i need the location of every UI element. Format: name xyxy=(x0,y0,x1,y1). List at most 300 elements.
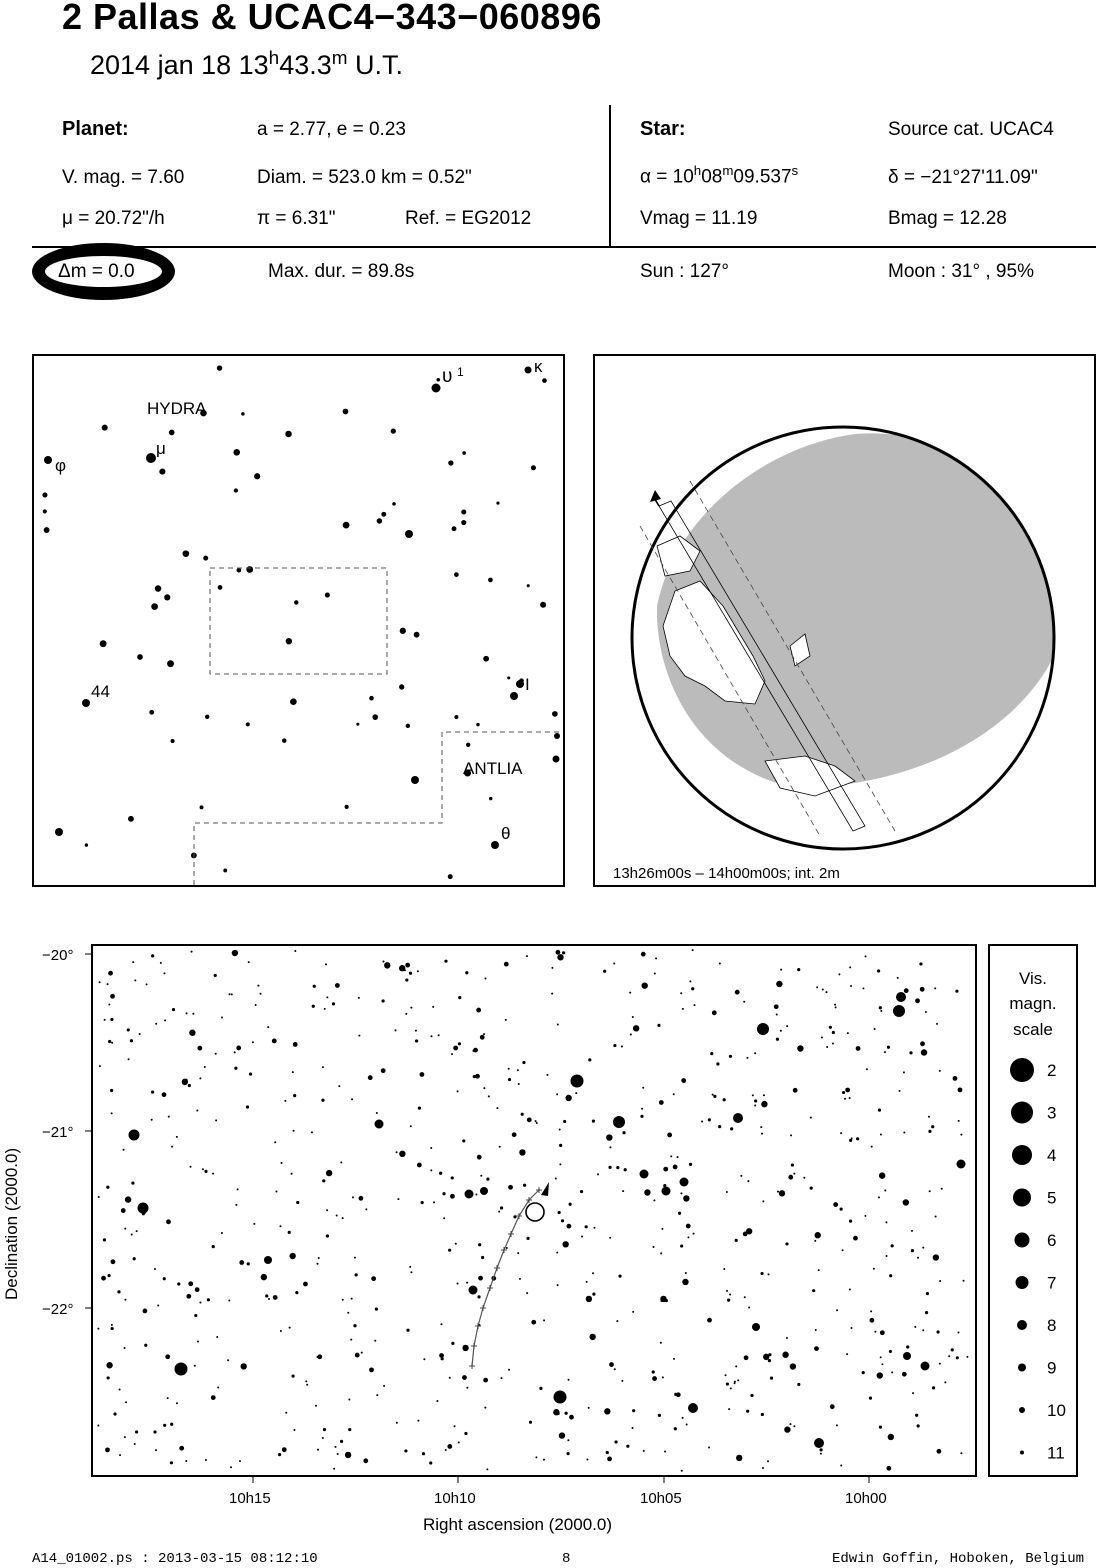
chart-star xyxy=(814,1240,816,1242)
finder-star xyxy=(151,603,158,610)
chart-star xyxy=(500,1206,503,1209)
chart-star xyxy=(707,1318,712,1323)
chart-star xyxy=(555,1177,557,1179)
chart-star xyxy=(880,1134,882,1136)
chart-star xyxy=(616,1320,618,1322)
chart-star xyxy=(922,1329,924,1331)
chart-star xyxy=(939,1070,941,1072)
chart-star xyxy=(508,1369,510,1371)
legend-mag-label: 3 xyxy=(1047,1103,1057,1123)
finder-star xyxy=(552,711,558,717)
chart-star xyxy=(633,1025,639,1031)
ra-m-unit: m xyxy=(722,163,734,178)
ra-s-unit: s xyxy=(791,163,799,178)
ra-label-2: 10h10 xyxy=(434,1490,476,1507)
chart-star xyxy=(217,1386,219,1388)
chart-star xyxy=(770,1377,773,1380)
chart-star xyxy=(551,967,553,969)
chart-star xyxy=(374,1340,376,1342)
chart-star xyxy=(504,962,509,967)
chart-star xyxy=(508,1185,513,1190)
ra-label-1: 10h15 xyxy=(229,1490,271,1507)
chart-star xyxy=(840,1132,842,1134)
date-text: 2014 jan 18 13 xyxy=(90,50,269,80)
finder-star xyxy=(392,502,396,506)
chart-star xyxy=(660,1342,662,1344)
chart-star xyxy=(851,1137,853,1139)
chart-star xyxy=(168,1116,170,1118)
finder-star xyxy=(406,724,410,728)
chart-star xyxy=(204,1066,206,1068)
chart-star xyxy=(603,970,606,973)
chart-star xyxy=(405,963,410,968)
chart-star xyxy=(323,1428,326,1431)
chart-star xyxy=(462,1139,465,1142)
chart-star xyxy=(680,1244,683,1247)
chart-star xyxy=(757,1023,769,1035)
chart-star xyxy=(557,1412,560,1415)
chart-star xyxy=(663,1184,666,1187)
chart-star xyxy=(284,1100,286,1102)
chart-star xyxy=(422,1452,425,1455)
chart-star xyxy=(423,1358,425,1360)
sun-elongation: Sun : 127° xyxy=(640,261,729,282)
chart-star xyxy=(788,1175,793,1180)
finder-star xyxy=(414,632,420,638)
chart-star xyxy=(921,1362,930,1371)
chart-star xyxy=(939,1363,941,1365)
chart-star xyxy=(624,1168,627,1171)
chart-star xyxy=(529,1421,532,1424)
chart-star xyxy=(396,1422,398,1424)
chart-star xyxy=(282,1447,287,1452)
header-divider-horizontal xyxy=(32,246,1096,248)
chart-star xyxy=(260,993,262,995)
chart-star xyxy=(752,1094,754,1096)
legend-dot xyxy=(1015,1233,1030,1248)
chart-star xyxy=(928,1116,930,1118)
chart-star xyxy=(555,950,560,955)
chart-star xyxy=(368,1075,373,1080)
chart-star xyxy=(621,1380,623,1382)
chart-star xyxy=(134,1443,136,1445)
chart-star xyxy=(870,1310,872,1312)
chart-star xyxy=(124,1436,126,1438)
chart-star xyxy=(953,1076,958,1081)
chart-star xyxy=(682,1279,688,1285)
legend-items xyxy=(1010,1058,1066,1463)
ra-minutes: 08 xyxy=(701,166,723,188)
chart-star xyxy=(451,1176,454,1179)
chart-star xyxy=(559,1144,562,1147)
chart-star xyxy=(911,1249,914,1252)
chart-star xyxy=(673,1358,675,1360)
chart-star xyxy=(681,1470,683,1472)
chart-star xyxy=(119,1454,121,1456)
chart-star xyxy=(880,1330,885,1335)
chart-star xyxy=(826,991,828,993)
chart-star xyxy=(793,1425,795,1427)
chart-star xyxy=(523,1184,526,1187)
chart-star xyxy=(743,1001,745,1003)
chart-star xyxy=(652,1246,654,1248)
finder-star xyxy=(525,367,532,374)
max-duration: Max. dur. = 89.8s xyxy=(268,261,415,282)
ra-label-4: 10h00 xyxy=(845,1490,887,1507)
chart-star xyxy=(484,1407,486,1409)
chart-star xyxy=(844,1098,846,1100)
chart-star xyxy=(897,977,899,979)
path-time-tick xyxy=(508,1231,514,1237)
chart-star xyxy=(826,1046,828,1048)
star-chart xyxy=(91,944,977,1477)
chart-star xyxy=(455,1243,457,1245)
finder-star xyxy=(169,430,175,436)
chart-star xyxy=(239,1260,244,1265)
legend-mag-label: 11 xyxy=(1047,1443,1065,1463)
chart-star xyxy=(375,1120,384,1129)
planet-parallax: π = 6.31" xyxy=(257,208,336,229)
chart-star xyxy=(556,1251,558,1253)
chart-star xyxy=(726,1382,729,1385)
chart-star xyxy=(790,1134,792,1136)
chart-star xyxy=(439,1172,442,1175)
star-source-catalog: Source cat. UCAC4 xyxy=(888,119,1054,140)
chart-star xyxy=(840,1465,842,1467)
chart-star xyxy=(517,1252,519,1254)
chart-star xyxy=(405,1013,407,1015)
chart-star xyxy=(926,1292,929,1295)
chart-star xyxy=(521,1113,524,1116)
chart-star xyxy=(914,1326,916,1328)
chart-star xyxy=(925,1311,928,1314)
chart-star xyxy=(395,1029,397,1031)
chart-star xyxy=(746,1228,752,1234)
chart-star xyxy=(194,1365,196,1367)
chart-star xyxy=(588,1407,590,1409)
label-theta: θ xyxy=(501,824,511,843)
chart-star xyxy=(439,1353,444,1358)
chart-star xyxy=(358,1196,363,1201)
chart-star xyxy=(661,1228,663,1230)
chart-star xyxy=(915,1414,918,1417)
chart-star xyxy=(535,1456,537,1458)
chart-star xyxy=(710,1052,713,1055)
chart-star xyxy=(786,1337,788,1339)
chart-star xyxy=(878,1108,881,1111)
chart-star xyxy=(175,1363,188,1376)
chart-star xyxy=(652,1376,657,1381)
chart-star xyxy=(674,1427,677,1430)
chart-star xyxy=(234,1051,236,1053)
chart-star xyxy=(879,1426,882,1429)
chart-star xyxy=(163,1424,166,1427)
chart-star xyxy=(232,950,238,956)
chart-star xyxy=(522,1061,525,1064)
finder-star xyxy=(436,378,440,382)
chart-star xyxy=(383,960,385,962)
chart-star xyxy=(712,1094,714,1096)
chart-star xyxy=(803,1177,805,1179)
chart-star xyxy=(274,1141,276,1143)
chart-star xyxy=(586,1459,588,1461)
chart-star xyxy=(350,1339,352,1341)
chart-star xyxy=(903,1352,911,1360)
finder-star xyxy=(237,568,242,573)
chart-star xyxy=(410,1007,412,1009)
chart-star xyxy=(951,1348,954,1351)
chart-star xyxy=(933,1254,939,1260)
chart-star xyxy=(429,1461,432,1464)
chart-star xyxy=(793,1088,798,1093)
chart-star xyxy=(886,1255,888,1257)
finder-star xyxy=(217,365,222,370)
chart-star xyxy=(569,1415,574,1420)
chart-star xyxy=(108,971,113,976)
finder-star xyxy=(234,488,238,492)
chart-star xyxy=(761,1413,764,1416)
chart-star xyxy=(131,1233,133,1235)
chart-star xyxy=(336,1214,338,1216)
chart-star xyxy=(111,1259,116,1264)
finder-star xyxy=(254,473,260,479)
chart-star xyxy=(111,1324,113,1326)
chart-star xyxy=(235,1204,237,1206)
chart-star xyxy=(613,1116,625,1128)
chart-star xyxy=(902,1372,907,1377)
chart-star xyxy=(194,1314,197,1317)
chart-star xyxy=(821,1036,823,1038)
chart-star xyxy=(592,1120,595,1123)
chart-star xyxy=(124,1299,126,1301)
chart-star xyxy=(399,1151,405,1157)
globe-svg xyxy=(595,356,1094,885)
chart-star xyxy=(920,987,925,992)
chart-star xyxy=(204,1170,207,1173)
chart-star xyxy=(312,1005,315,1008)
chart-star xyxy=(655,957,657,959)
chart-star xyxy=(107,983,109,985)
legend-dot xyxy=(1018,1364,1026,1372)
chart-star xyxy=(272,1039,277,1044)
chart-star xyxy=(744,1296,746,1298)
label-I: I xyxy=(525,675,530,694)
chart-star xyxy=(588,1058,591,1061)
finder-star xyxy=(519,678,524,683)
chart-star xyxy=(592,1293,595,1296)
chart-star xyxy=(559,1163,561,1165)
chart-star xyxy=(264,1256,272,1264)
chart-star xyxy=(110,1089,113,1092)
planet-ref: Ref. = EG2012 xyxy=(405,208,532,229)
finder-star xyxy=(540,602,546,608)
chart-star xyxy=(382,999,385,1002)
finder-star xyxy=(241,412,245,416)
chart-star xyxy=(653,1199,655,1201)
chart-star xyxy=(563,1120,566,1123)
chart-star xyxy=(486,1178,489,1181)
chart-star xyxy=(593,1227,595,1229)
chart-star xyxy=(227,1359,229,1361)
chart-star xyxy=(348,1428,351,1431)
chart-star xyxy=(215,1119,217,1121)
chart-star xyxy=(189,1030,195,1036)
chart-star xyxy=(641,1108,643,1110)
chart-star xyxy=(418,1107,421,1110)
chart-star xyxy=(891,1371,893,1373)
chart-star xyxy=(723,1098,726,1101)
chart-star xyxy=(132,961,134,963)
chart-star xyxy=(614,1440,617,1443)
chart-star xyxy=(726,1191,728,1193)
chart-star xyxy=(478,1276,483,1281)
chart-star xyxy=(447,1444,452,1449)
footer-author: Edwin Goffin, Hoboken, Belgium xyxy=(832,1551,1085,1567)
chart-star xyxy=(466,1282,468,1284)
chart-star xyxy=(673,1165,678,1170)
legend-dot xyxy=(1012,1145,1032,1165)
chart-star xyxy=(526,1237,529,1240)
chart-star xyxy=(562,1241,568,1247)
ra-hours: α = 10 xyxy=(640,166,694,188)
finder-star xyxy=(483,656,489,662)
chart-star xyxy=(410,1271,412,1273)
chart-star xyxy=(607,1456,612,1461)
chart-star xyxy=(810,1187,813,1190)
chart-star xyxy=(688,1403,698,1413)
chart-star xyxy=(719,963,721,965)
finder-star xyxy=(369,696,374,701)
chart-star xyxy=(776,1038,779,1041)
chart-star xyxy=(267,1026,269,1028)
chart-star xyxy=(850,985,852,987)
chart-star xyxy=(820,1453,822,1455)
legend-title-magn: magn. xyxy=(1009,994,1057,1013)
chart-star xyxy=(948,1355,950,1357)
chart-star xyxy=(686,1224,691,1229)
chart-star xyxy=(632,1311,634,1313)
chart-star xyxy=(581,1235,583,1237)
chart-star xyxy=(571,1075,584,1088)
finder-star xyxy=(128,816,134,822)
chart-star xyxy=(546,1074,548,1076)
chart-star xyxy=(786,1025,788,1027)
delta-mag: Δm = 0.0 xyxy=(58,261,135,282)
chart-star xyxy=(241,1363,247,1369)
chart-star xyxy=(888,1434,894,1440)
chart-star xyxy=(869,1318,874,1323)
chart-star xyxy=(733,1113,743,1123)
chart-star xyxy=(496,1107,498,1109)
chart-star xyxy=(176,1136,178,1138)
chart-star xyxy=(562,951,565,954)
chart-star xyxy=(211,1395,216,1400)
chart-star xyxy=(477,1295,480,1298)
chart-star xyxy=(730,1127,733,1130)
chart-star xyxy=(480,1035,485,1040)
chart-star xyxy=(829,1026,832,1029)
chart-star xyxy=(917,1257,919,1259)
chart-star xyxy=(941,1188,943,1190)
chart-star xyxy=(891,1244,894,1247)
chart-star xyxy=(632,1409,635,1412)
star-bmag: Bmag = 12.28 xyxy=(888,208,1007,229)
chart-star xyxy=(586,1296,592,1302)
x-axis-label: Right ascension (2000.0) xyxy=(423,1515,613,1534)
chart-star xyxy=(292,1375,295,1378)
chart-star xyxy=(832,1031,835,1034)
chart-star xyxy=(325,963,327,965)
chart-star xyxy=(878,1196,880,1198)
chart-star xyxy=(171,1146,173,1148)
chart-star xyxy=(188,1084,191,1087)
chart-star xyxy=(682,1417,684,1419)
chart-star xyxy=(768,1273,770,1275)
chart-star xyxy=(127,1028,130,1031)
chart-star xyxy=(691,987,694,990)
finder-star xyxy=(432,384,441,393)
chart-star xyxy=(236,1046,241,1051)
finder-star xyxy=(372,714,378,720)
chart-star xyxy=(630,1034,632,1036)
chart-star xyxy=(622,1131,625,1134)
chart-star xyxy=(958,1120,960,1122)
chart-star xyxy=(880,1010,882,1012)
chart-star xyxy=(451,1053,453,1055)
chart-star xyxy=(640,1115,643,1118)
chart-star xyxy=(613,962,615,964)
legend-dot xyxy=(1020,1451,1024,1455)
chart-star xyxy=(473,1075,476,1078)
finder-star xyxy=(496,502,499,505)
chart-star xyxy=(381,1068,386,1073)
chart-star xyxy=(846,1353,848,1355)
chart-star xyxy=(956,1356,959,1359)
star-dec: δ = −21°27'11.09" xyxy=(888,167,1038,188)
chart-star xyxy=(249,1072,252,1075)
chart-star xyxy=(296,1201,299,1204)
legend-dot xyxy=(1011,1102,1033,1124)
dec-label-22: −22° xyxy=(42,1301,74,1318)
chart-star xyxy=(154,1268,156,1270)
path-time-tick xyxy=(487,1285,493,1291)
finder-star xyxy=(448,460,453,465)
chart-star xyxy=(146,983,148,985)
chart-star xyxy=(293,1094,296,1097)
chart-star xyxy=(376,1112,378,1114)
chart-star xyxy=(680,1178,689,1187)
chart-star xyxy=(483,1087,485,1089)
chart-star xyxy=(119,1388,121,1390)
legend-mag-label: 2 xyxy=(1047,1061,1057,1080)
chart-star xyxy=(322,1066,324,1068)
chart-star xyxy=(469,1286,478,1295)
finder-star xyxy=(43,509,47,513)
chart-star xyxy=(289,1253,295,1259)
header-divider-vertical xyxy=(609,105,611,248)
chart-star xyxy=(701,1121,703,1123)
chart-star xyxy=(417,970,419,972)
chart-star xyxy=(641,952,646,957)
chart-star xyxy=(465,1190,474,1199)
chart-star xyxy=(280,1330,282,1332)
chart-star xyxy=(383,1385,385,1387)
chart-star xyxy=(904,988,909,993)
chart-star xyxy=(935,1216,937,1218)
chart-star xyxy=(692,949,694,951)
chart-star xyxy=(565,1412,568,1415)
label-phi: φ xyxy=(55,456,67,475)
